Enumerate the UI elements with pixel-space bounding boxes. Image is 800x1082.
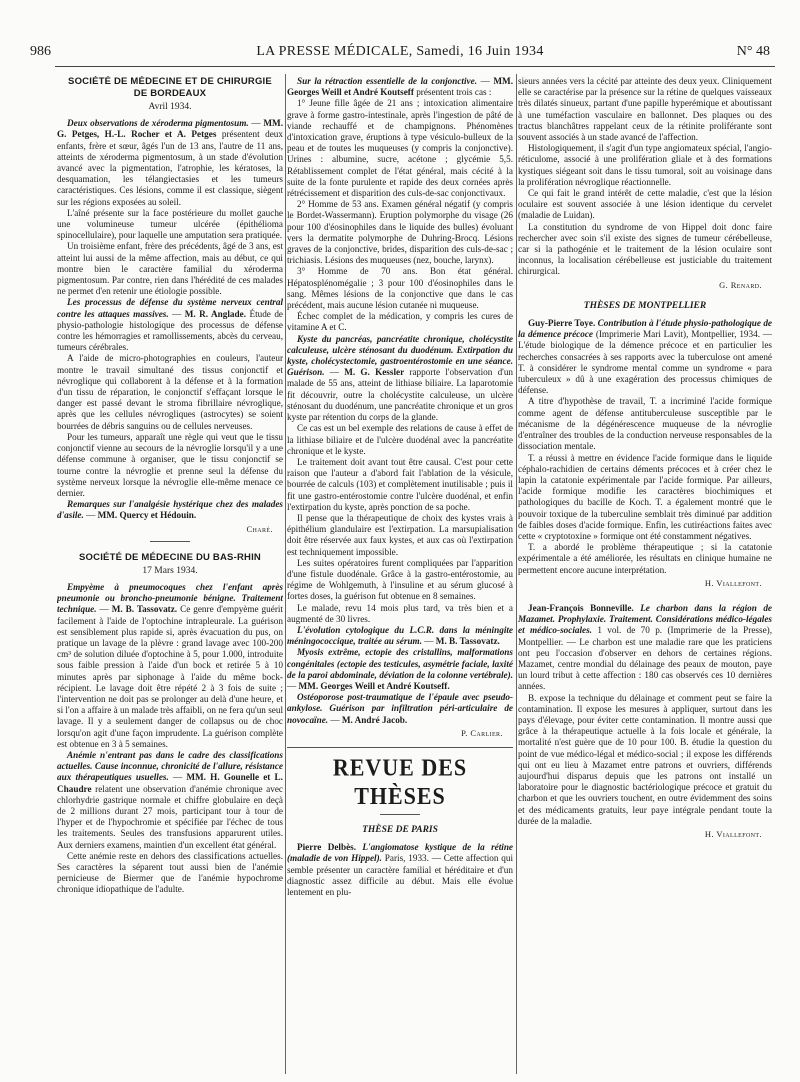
article-authors: M. André Jacob. [341, 714, 408, 725]
article [518, 603, 772, 693]
thesis-author: Jean-François Bonneville. [528, 602, 634, 613]
header-rule [55, 66, 775, 67]
paragraph: Histologiquement, il s'agit d'un type angiomateux spécial, l'angio-réticulome, associé à une prolifération gliale et à des formations kystiques siégeant soit dans le tissu tumoral, soit au voisinage dans la prolifération névroglique réactionnelle. [518, 143, 772, 187]
subsection-title: THÈSES DE MONTPELLIER [583, 300, 707, 311]
thesis-title: L'angiomatose kystique de la rétine (maladie de von Hippel). [287, 842, 513, 864]
article-title: Les processus de défense du système nerveux central contre les attaques massives. [57, 297, 283, 319]
article-title: Sur la rétraction essentielle de la conjonctive. [297, 76, 477, 86]
section-title-line: SOCIÉTÉ DE MÉDECINE ET DE CHIRURGIE [68, 76, 272, 87]
article-text: Paris, 1933. — Cette affection qui semble présenter un caractère familial et héréditaire et d'un diagnostic assez difficile au début. Mais elle évolue lentement en plu- [287, 853, 513, 897]
paragraph: T. a réussi à mettre en évidence l'acide formique dans le liquide céphalo-rachidien de certains déments précoces et à créer chez le lapin la catatonie expérimentale par l'acide formique. Par ailleurs, l'acide formique modifie les caractères biochimiques et pathologiques du bacille de Koch. T. a également montré que le pouvoir toxique de la tuberculine semblait très diminué par addition de faibles doses d'acide formique. Enfin, les cutiréactions faites avec cette « cryptotoxine » formique ont été constamment négatives. [518, 452, 772, 541]
column-2 [287, 76, 513, 1076]
article-title: Remarques sur l'analgésie hystérique chez des malades d'asile. [57, 499, 283, 521]
paragraph: 3° Homme de 70 ans. Bon état général. Hépatosplénomégalie ; 3 pour 100 d'éosinophiles dans le sang. Mêmes lésions de la conjonctive que dans le cas précédent, mais aucune lésion cutanée ni muqueuse. [287, 266, 513, 311]
paragraph: Pour les tumeurs, apparaît une règle qui veut que le tissu conjonctif vienne au secours de la névroglie lorsqu'il y a une défense commune à organiser, que le tissu conjonctif se tourne contre la névroglie et prenne seul la défense du système nerveux lorsque la névroglie elle-même menace ce dernier. [57, 431, 283, 498]
article: L'évolution cytologique du L.C.R. dans la méningite méningococcique, traitée au sérum. — M. B. Tassovatz. [287, 624, 513, 647]
article-text: — Le charbon est une maladie rare que les praticiens ont peu l'occasion d'observer en dehors de certaines régions. Mazamet, centre mondial du délainage des peaux de mouton, paye un lourd tribut à cette affection : 180 cas observés ces 10 dernières années. [518, 636, 772, 692]
signature: G. Renard. [719, 279, 762, 290]
page-header [30, 44, 770, 62]
article-authors: M. G. Kessler [344, 367, 405, 378]
paragraph: Échec complet de la médication, y compris les cures de vitamine A et C. [287, 311, 513, 333]
section-title: SOCIÉTÉ DE MÉDECINE DU BAS-RHIN [79, 551, 261, 563]
paragraph: Cette anémie reste en dehors des classifications actuelles. Ses caractères la séparent tout aussi bien de l'anémie pernicieuse de Biermer que de l'anémie hypochrome chronique idiopathique de l'adulte. [57, 850, 283, 895]
article-text: — L'étude biologique de la démence précoce et en particulier les recherches consacrées à ses rapports avec la tuberculose ont amené T. à considérer le syndrome mental comme un syndrome « para tuberculeux » dû à une exagération des processus chimiques de défense. [518, 329, 772, 396]
spacer [518, 595, 772, 603]
article: Remarques sur l'analgésie hystérique chez des malades d'asile. — MM. Quercy et Hédouin. [57, 499, 283, 521]
article: Ostéoporose post-traumatique de l'épaule avec pseudo-ankylose. Guérison par infiltration péri-articulaire de novocaïne. — M. André Jacob. [287, 692, 513, 725]
article: Sur la rétraction essentielle de la conjonctive. — MM. Georges Weill et André Koutseff présentent trois cas : [287, 76, 513, 98]
separator [287, 747, 513, 748]
article: Myosis extrême, ectopie des cristallins, malformations congénitales (ectopie des testicules, asymétrie faciale, laxité de la paroi abdominale, déviation de la colonne vertébrale). — MM. Georges Weill et André Koutseff. [287, 647, 513, 691]
thesis-title: Le charbon dans la région de Mazamet. Prophylaxie. Traitement. Considérations médico-légales et médico-sociales. [518, 602, 772, 636]
article-text: rapporte l'observation d'un malade de 55 ans, atteint de lithiase biliaire. La laparotomie fit découvrir, outre la cholécystite calculeuse, un ulcère sténosant du duodénum, une pancréatite chronique et un gros kyste par rétention du corps de la glande. [287, 367, 513, 423]
signature: H. Viallefont. [704, 829, 762, 839]
article: Anémie n'entrant pas dans le cadre des classifications actuelles. Cause inconnue, chronicité de l'allure, résistance aux thérapeutiques usuelles. — MM. H. Gounelle et L. Chaudre relatent une observation d'anémie chronique avec chlorhydrie gastrique normale et chiffre globulaire en deçà de 2 millions durant 27 mois, participant tour à tour de l'hyper et de l'hypochromie et spécifiée par l'échec de tous les traitements. Seules des transfusions apparurent utiles. Aux derniers examens, maintien d'un excellent état général. [57, 749, 283, 850]
issue-number: N° 48 [736, 44, 770, 59]
article: Kyste du pancréas, pancréatite chronique, cholécystite calculeuse, ulcère sténosant du duodénum. Extirpation du kyste, cholécystectomie, gastroentérostomie en une séance. Guérison. — M. G. Kessler rapporte l'observation d'un malade de 55 ans, atteint de lithiase biliaire. La laparotomie fit découvrir, outre la cholécystite calculeuse, un ulcère sténosant du duodénum, une pancréatite chronique et un gros kyste par rétention du corps de la glande. [287, 333, 513, 423]
separator [380, 814, 420, 815]
paragraph: Le malade, revu 14 mois plus tard, va très bien et a augmenté de 30 livres. [287, 602, 513, 624]
article-title: Ostéoporose post-traumatique de l'épaule avec pseudo-ankylose. Guérison par infiltration péri-articulaire de novocaïne. [287, 692, 513, 725]
article: Deux observations de xéroderma pigmentosum. — MM. G. Petges, H.-L. Rocher et A. Petges présentent deux enfants, frère et sœur, âgés l'un de 13 ans, l'autre de 11 ans, atteints de xéroderma pigmentosum, à un stade d'évolution avancé avec la pigmentation, l'atrophie, les kératoses, la desquamation, les télangiectasies et les tumeurs caractéristiques. Ces lésions, comme il est classique, siègent sur les régions exposées au soleil. [57, 118, 283, 207]
column-divider [285, 74, 286, 1074]
paragraph: Ce qui fait le grand intérêt de cette maladie, c'est que la lésion oculaire est souvent associée à une lésion identique du cervelet (maladie de Luidan). [518, 188, 772, 221]
separator [150, 541, 190, 542]
paragraph: B. expose la technique du délainage et comment peut se faire la contamination. Il expose les mesures à appliquer, surtout dans les pays d'élevage, pour éviter cette contamination. Il montre aussi que grâce à la thérapeutique actuelle à la fois locale et générale, la mortalité n'est guère que de 10 pour 100. B. étudie la question du point de vue médico-légal et médico-social ; il expose les différends qui ont eu lieu à Mazamet entre patrons et ouvriers, différends aujourd'hui disparus depuis que les patrons ont installé un laboratoire pour le diagnostic bactériologique précoce et gratuit du charbon et que les ouvriers touchent, en outre évidemment des soins et des médicaments gratuits, leur paye intégrale pendant toute la durée de la maladie. [518, 692, 772, 826]
thesis-publication: 1 vol. de 70 p. (Imprimerie de la Presse), Montpellier. [518, 625, 772, 647]
paragraph: Un troisième enfant, frère des précédents, âgé de 3 ans, est atteint lui aussi de la même affection, mais au début, ce qui montre bien le caractère familial du xéroderma pigmentosum. Par contre, rien dans l'hérédité de ces malades ne permet d'en retenir une étiologie possible. [57, 241, 283, 297]
paragraph: La constitution du syndrome de von Hippel doit donc faire rechercher avec soin s'il existe des signes de tumeur cérébelleuse, car si la pathogénie et le traitement de la lésion oculaire sont inconnus, la localisation cérébelleuse est justiciable du traitement chirurgical. [518, 221, 772, 277]
article-text: Ce genre d'empyème guérit facilement à l'aide de l'optochine intrapleurale. La guérison est sensiblement plus rapide si, après évacuation du pus, on pratique un lavage de la plèvre : grand lavage avec 100-200 cm³ de solution diluée d'optochine à 5, pour 1.000, introduite sous faible pression à l'aide d'un bock et retirée 5 à 10 minutes après par siphonage à l'aide du même bock-récipient. Le lavage doit être répété 2 à 3 fois de suite ; l'intervention ne doit pas se prolonger au delà d'une heure, et si l'on a affaire à un malade très affaibli, on ne fera qu'un seul lavage. Il y a seulement danger de collapsus ou de choc lorsqu'on agit d'une façon imprudente. La guérison complète est obtenue en 3 à 5 semaines. [57, 604, 283, 749]
paragraph: 2° Homme de 53 ans. Examen général négatif (y compris le Bordet-Wassermann). Eruption polymorphe du visage (26 pour 100 d'éosinophiles dans le liquide des bulles) évoluant vers la dermatite polymorphe de Duhring-Brocq. Lésions graves de la conjonctive, brides, disparition des culs-de-sac ; trichiasis. Lésions des muqueuses (nez, bouche, larynx). [287, 199, 513, 266]
section-title-line: DE BORDEAUX [133, 88, 207, 99]
signature: H. Viallefont. [704, 577, 762, 588]
signature: P. Carlier. [461, 727, 503, 738]
thesis-author: Pierre Delbès. [297, 842, 357, 853]
page-number: 986 [30, 44, 51, 59]
thesis-title: Contribution à l'étude physio-pathologique de la démence précoce [518, 318, 772, 340]
paragraph: A l'aide de micro-photographies en couleurs, l'auteur montre le travail simultané des tissus conjonctif et névroglique qui collaborent à la défense et à la formation d'un tissu de réparation, le conjonctif s'effaçant lorsque le danger est passé devant le stroma fibrillaire névroglique, après que les cellules névrogliques (astrocytes) se soient bourrées de débris sanguins ou de cellules nerveuses. [57, 353, 283, 431]
article-title: Anémie n'entrant pas dans le cadre des classifications actuelles. Cause inconnue, chronicité de l'allure, résistance aux thérapeutiques usuelles. [57, 749, 283, 783]
revue-des-theses-heading: REVUE DES THÈSES [332, 753, 468, 810]
paragraph: Les suites opératoires furent compliquées par l'apparition d'une fistule duodénale. Grâce à la gastro-entérostomie, au régime de Wohlgemuth, à l'insuline et au sérum glucosé à fortes doses, la guérison fut obtenue en 8 semaines. [287, 557, 513, 602]
column-divider [516, 74, 517, 1074]
article-title: Kyste du pancréas, pancréatite chronique, cholécystite calculeuse, ulcère sténosant du duodénum. Extirpation du kyste, cholécystectomie, gastroentérostomie en une séance. Guérison. [287, 333, 513, 378]
article: Les processus de défense du système nerveux central contre les attaques massives. — M. R. Anglade. Étude de physio-pathologie histologique des processus de défense contre les hémorragies et ramollissements, abcès du cerveau, tumeurs cérébrales. [57, 297, 283, 353]
article-text: Étude de physio-pathologie histologique des processus de défense contre les hémorragies et ramollissements, abcès du cerveau, tumeurs cérébrales. [57, 308, 283, 353]
paragraph: T. a abordé le problème thérapeutique ; si la catatonie expérimentale a été améliorée, les résultats en clinique humaine ne permettent encore aucune interprétation. [518, 542, 772, 575]
subsection-title: THÈSE DE PARIS [362, 824, 438, 835]
article [287, 842, 513, 898]
article-authors: M. B. Tassovatz. [435, 636, 500, 647]
article-authors: MM. Georges Weill et André Koutseff [287, 76, 513, 98]
article-title: Empyème à pneumocoques chez l'enfant après pneumonie ou broncho-pneumonie bénigne. Traitement technique. [57, 581, 283, 615]
article [518, 318, 772, 396]
paragraph: sieurs années vers la cécité par atteinte des deux yeux. Cliniquement elle se caractérise par la présence sur la rétine de quelques vaisseaux très dilatés sinueux, partant d'une papille hyperémique et aboutissant à une tuméfaction vasculaire en ballonnet. Des plaques ou des tractus blanchâtres rappelant ceux de la rétinite proliférante sont souvent associés à un stade avancé de l'affection. [518, 76, 772, 143]
thesis-author: Guy-Pierre Toye. [528, 318, 596, 329]
article-text: présentent trois cas : [416, 87, 492, 98]
signature: Charé. [246, 523, 273, 534]
article-authors: MM. G. Petges, H.-L. Rocher et A. Petges [57, 118, 283, 140]
thesis-publication: (Imprimerie Mari Lavit), Montpellier, 1934. [595, 329, 761, 340]
paragraph: Ce cas est un bel exemple des relations de cause à effet de la lithiase biliaire et de l'ulcère duodénal avec la pancréatite chronique et le kyste. [287, 423, 513, 456]
column-1 [57, 76, 283, 1076]
article-authors: M. B. Tassovatz. [111, 604, 178, 615]
section-date: 17 Mars 1934. [142, 565, 198, 576]
article-authors: MM. H. Gounelle et L. Chaudre [57, 772, 283, 794]
paragraph: 1° Jeune fille âgée de 21 ans ; intoxication alimentaire grave à forme gastro-intestinale, après l'ingestion de pâté de viande rechauffé et de champignons. Phénomènes d'intoxication grave, éruptions à type vésiculo-bulleux de la peau et de toutes les muqueuses (y compris la conjonctive). Urines : albumine, sucre, acétone ; glycémie 5,5. Rétablissement complet de l'état général, mais cécité à la suite de la fonte purulente et rapide des deux cornées après rétrécissement et disparition des culs-de-sac conjonctivaux. [287, 98, 513, 199]
paragraph: Il pense que la thérapeutique de choix des kystes vrais à épithélium glandulaire est l'extirpation. La marsupialisation doit être réservée aux faux kystes, et aux cas où l'extirpation est techniquement impossible. [287, 512, 513, 557]
article-authors: MM. Georges Weill et André Koutseff. [298, 680, 450, 691]
article-text: présentent deux enfants, frère et sœur, âgés l'un de 13 ans, l'autre de 11 ans, atteints de xéroderma pigmentosum, à un stade d'évolution avancé avec la pigmentation, l'atrophie, les kératoses, la desquamation, les télangiectasies et les tumeurs caractéristiques. Ces lésions, comme il est classique, siègent sur les régions exposées au soleil. [57, 129, 283, 207]
section-date: Avril 1934. [148, 102, 192, 112]
section-title [57, 76, 283, 100]
paragraph: L'aîné présente sur la face postérieure du mollet gauche une volumineuse tumeur ulcérée (épithélioma spinocellulaire), pour laquelle une amputation sera pratiquée. [57, 207, 283, 241]
article-title: Deux observations de xéroderma pigmentosum. [67, 118, 249, 129]
article-title: Myosis extrême, ectopie des cristallins, malformations congénitales (ectopie des testicules, asymétrie faciale, laxité de la paroi abdominale, déviation de la colonne vertébrale). [287, 647, 513, 680]
article-text: relatent une observation d'anémie chronique avec chlorhydrie gastrique normale et chiffre globulaire en deçà de 2 millions durant 27 mois, participant tour à tour de l'hyper et de l'hypochromie et spécifiée par l'échec de tous les traitements. Seules des transfusions apparurent utiles. Aux derniers examens, maintien d'un excellent état général. [57, 783, 283, 850]
journal-title: LA PRESSE MÉDICALE, Samedi, 16 Juin 1934 [256, 44, 544, 59]
article-authors: MM. Quercy et Hédouin. [97, 510, 197, 521]
article-authors: M. R. Anglade. [184, 308, 246, 319]
article-title: L'évolution cytologique du L.C.R. dans la méningite méningococcique, traitée au sérum. [287, 624, 513, 647]
article: Empyème à pneumocoques chez l'enfant après pneumonie ou broncho-pneumonie bénigne. Traitement technique. — M. B. Tassovatz. Ce genre d'empyème guérit facilement à l'aide de l'optochine intrapleurale. La guérison est sensiblement plus rapide si, après évacuation du pus, on pratique un lavage de la plèvre : grand lavage avec 100-200 cm³ de solution diluée d'optochine à 5, pour 1.000, introduite sous faible pression à l'aide d'un bock et retirée 5 à 10 minutes après par siphonage à l'aide du même bock-récipient. Le lavage doit être répété 2 à 3 fois de suite ; l'intervention ne doit pas se prolonger au delà d'une heure, et si l'on a affaire à un malade très affaibli, on ne fera qu'un seul lavage. Il y a seulement danger de collapsus ou de choc lorsqu'on agit d'une façon imprudente. La guérison complète est obtenue en 3 à 5 semaines. [57, 581, 283, 749]
paragraph: Le traitement doit avant tout être causal. C'est pour cette raison que l'auteur a d'abord fait l'ablation de la vésicule, bourrée de calculs (103) et complètement inutilisable ; puis il fit une gastro-entérostomie contre l'ulcère duodénal, et enfin l'extirpation du kyste, après ponction de sa poche. [287, 456, 513, 512]
column-3 [518, 76, 772, 1076]
paragraph: A titre d'hypothèse de travail, T. a incriminé l'acide formique comme agent de défense antituberculeuse susceptible par le mécanisme de la dégénérescence muqueuse de la névroglie d'entraîner des troubles de la conduction nerveuse responsables de la dissociation mentale. [518, 396, 772, 452]
